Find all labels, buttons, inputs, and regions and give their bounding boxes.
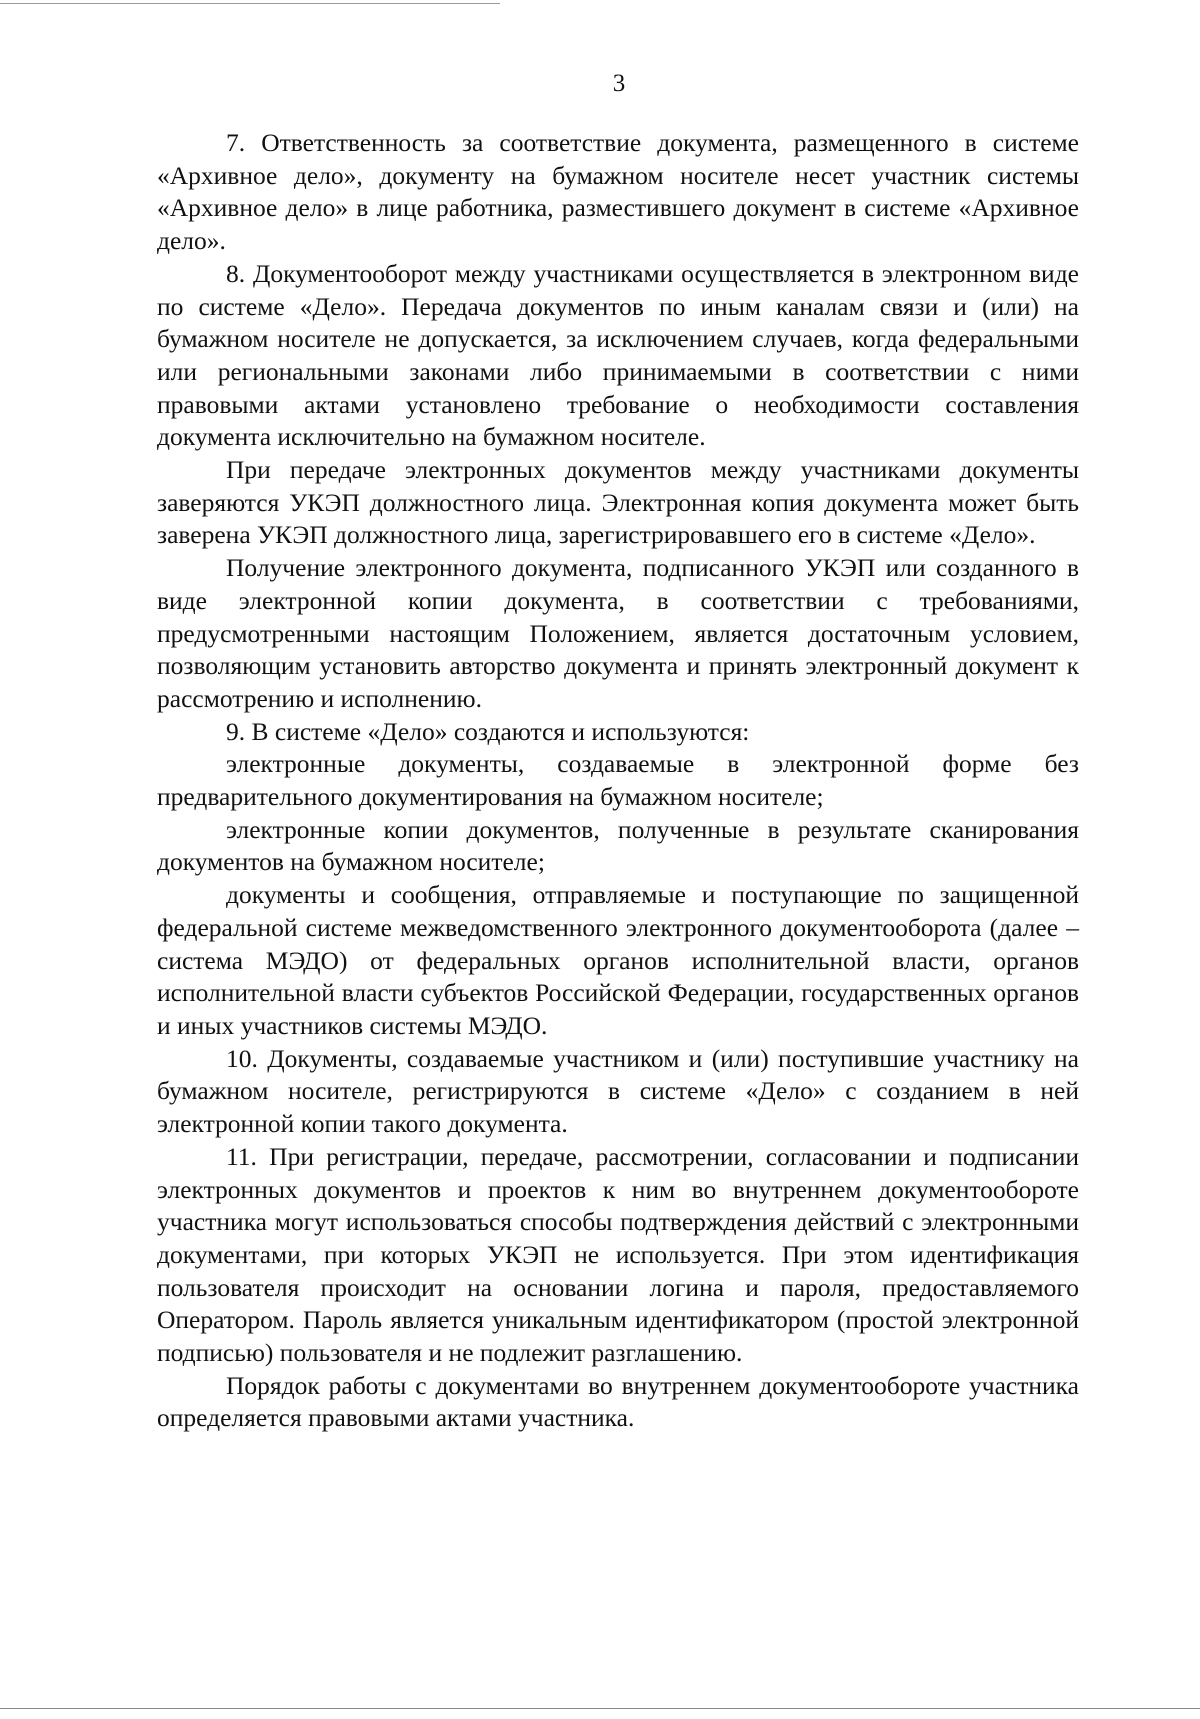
paragraph-10: 10. Документы, создаваемые участником и (или) поступившие участнику на бумажном носителе, регистрируются в системе «Дело» с созданием в ней электронной копии такого документа. bbox=[157, 1043, 1079, 1139]
paragraph-8-receipt: Получение электронного документа, подписанного УКЭП или созданного в виде электронной копии документа, в соответствии с требованиями, предусмотренными настоящим Положением, является достаточным условием, позволяющим установить авторство документа и принять электронный документ к рассмотрению и исполнению. bbox=[157, 553, 1079, 713]
page-number: 3 bbox=[612, 70, 626, 97]
paragraph-8-transfer: При передаче электронных документов между участниками документы заверяются УКЭП должностного лица. Электронная копия документа может быть заверена УКЭП должностного лица, зарегистрировавшего его в системе «Дело». bbox=[157, 455, 1079, 550]
paragraph-11-procedure: Порядок работы с документами во внутреннем документообороте участника определяется правовыми актами участника. bbox=[157, 1370, 1079, 1433]
paragraph-11: 11. При регистрации, передаче, рассмотрении, согласовании и подписании электронных документов и проектов к ним во внутреннем документообороте участника могут использоваться способы подтверждения действий с электронными документами, при которых УКЭП не используется. При этом идентификация пользователя происходит на основании логина и пароля, предоставляемого Оператором. Пароль является уникальным идентификатором (простой электронной подписью) пользователя и не подлежит разглашению. bbox=[157, 1141, 1079, 1368]
paragraph-9-item-medo: документы и сообщения, отправляемые и поступающие по защищенной федеральной системе межведомственного электронного документооборота (далее – система МЭДО) от федеральных органов исполнительной власти, органов исполнительной власти субъектов Российской Федерации, государственных органов и иных участников системы МЭДО. bbox=[157, 880, 1079, 1040]
scan-edge-top bbox=[0, 3, 500, 4]
paragraph-9-item-copies: электронные копии документов, полученные в результате сканирования документов на бумажном носителе; bbox=[157, 814, 1079, 877]
paragraph-9-item-electronic: электронные документы, создаваемые в электронной форме без предварительного документирования на бумажном носителе; bbox=[157, 749, 1079, 812]
paragraph-9: 9. В системе «Дело» создаются и используются: bbox=[226, 716, 750, 746]
document-body bbox=[157, 127, 1079, 1435]
paragraph-8: 8. Документооборот между участниками осуществляется в электронном виде по системе «Дело». Передача документов по иным каналам связи и (или) на бумажном носителе не допускается, за исключением случаев, когда федеральными или региональными законами либо принимаемыми в соответствии с ними правовыми актами установлено требование о необходимости составления документа исключительно на бумажном носителе. bbox=[157, 258, 1079, 452]
scan-edge-bottom bbox=[0, 1708, 1200, 1709]
paragraph-7: 7. Ответственность за соответствие документа, размещенного в системе «Архивное дело», документу на бумажном носителе несет участник системы «Архивное дело» в лице работника, разместившего документ в системе «Архивное дело». bbox=[157, 128, 1079, 256]
